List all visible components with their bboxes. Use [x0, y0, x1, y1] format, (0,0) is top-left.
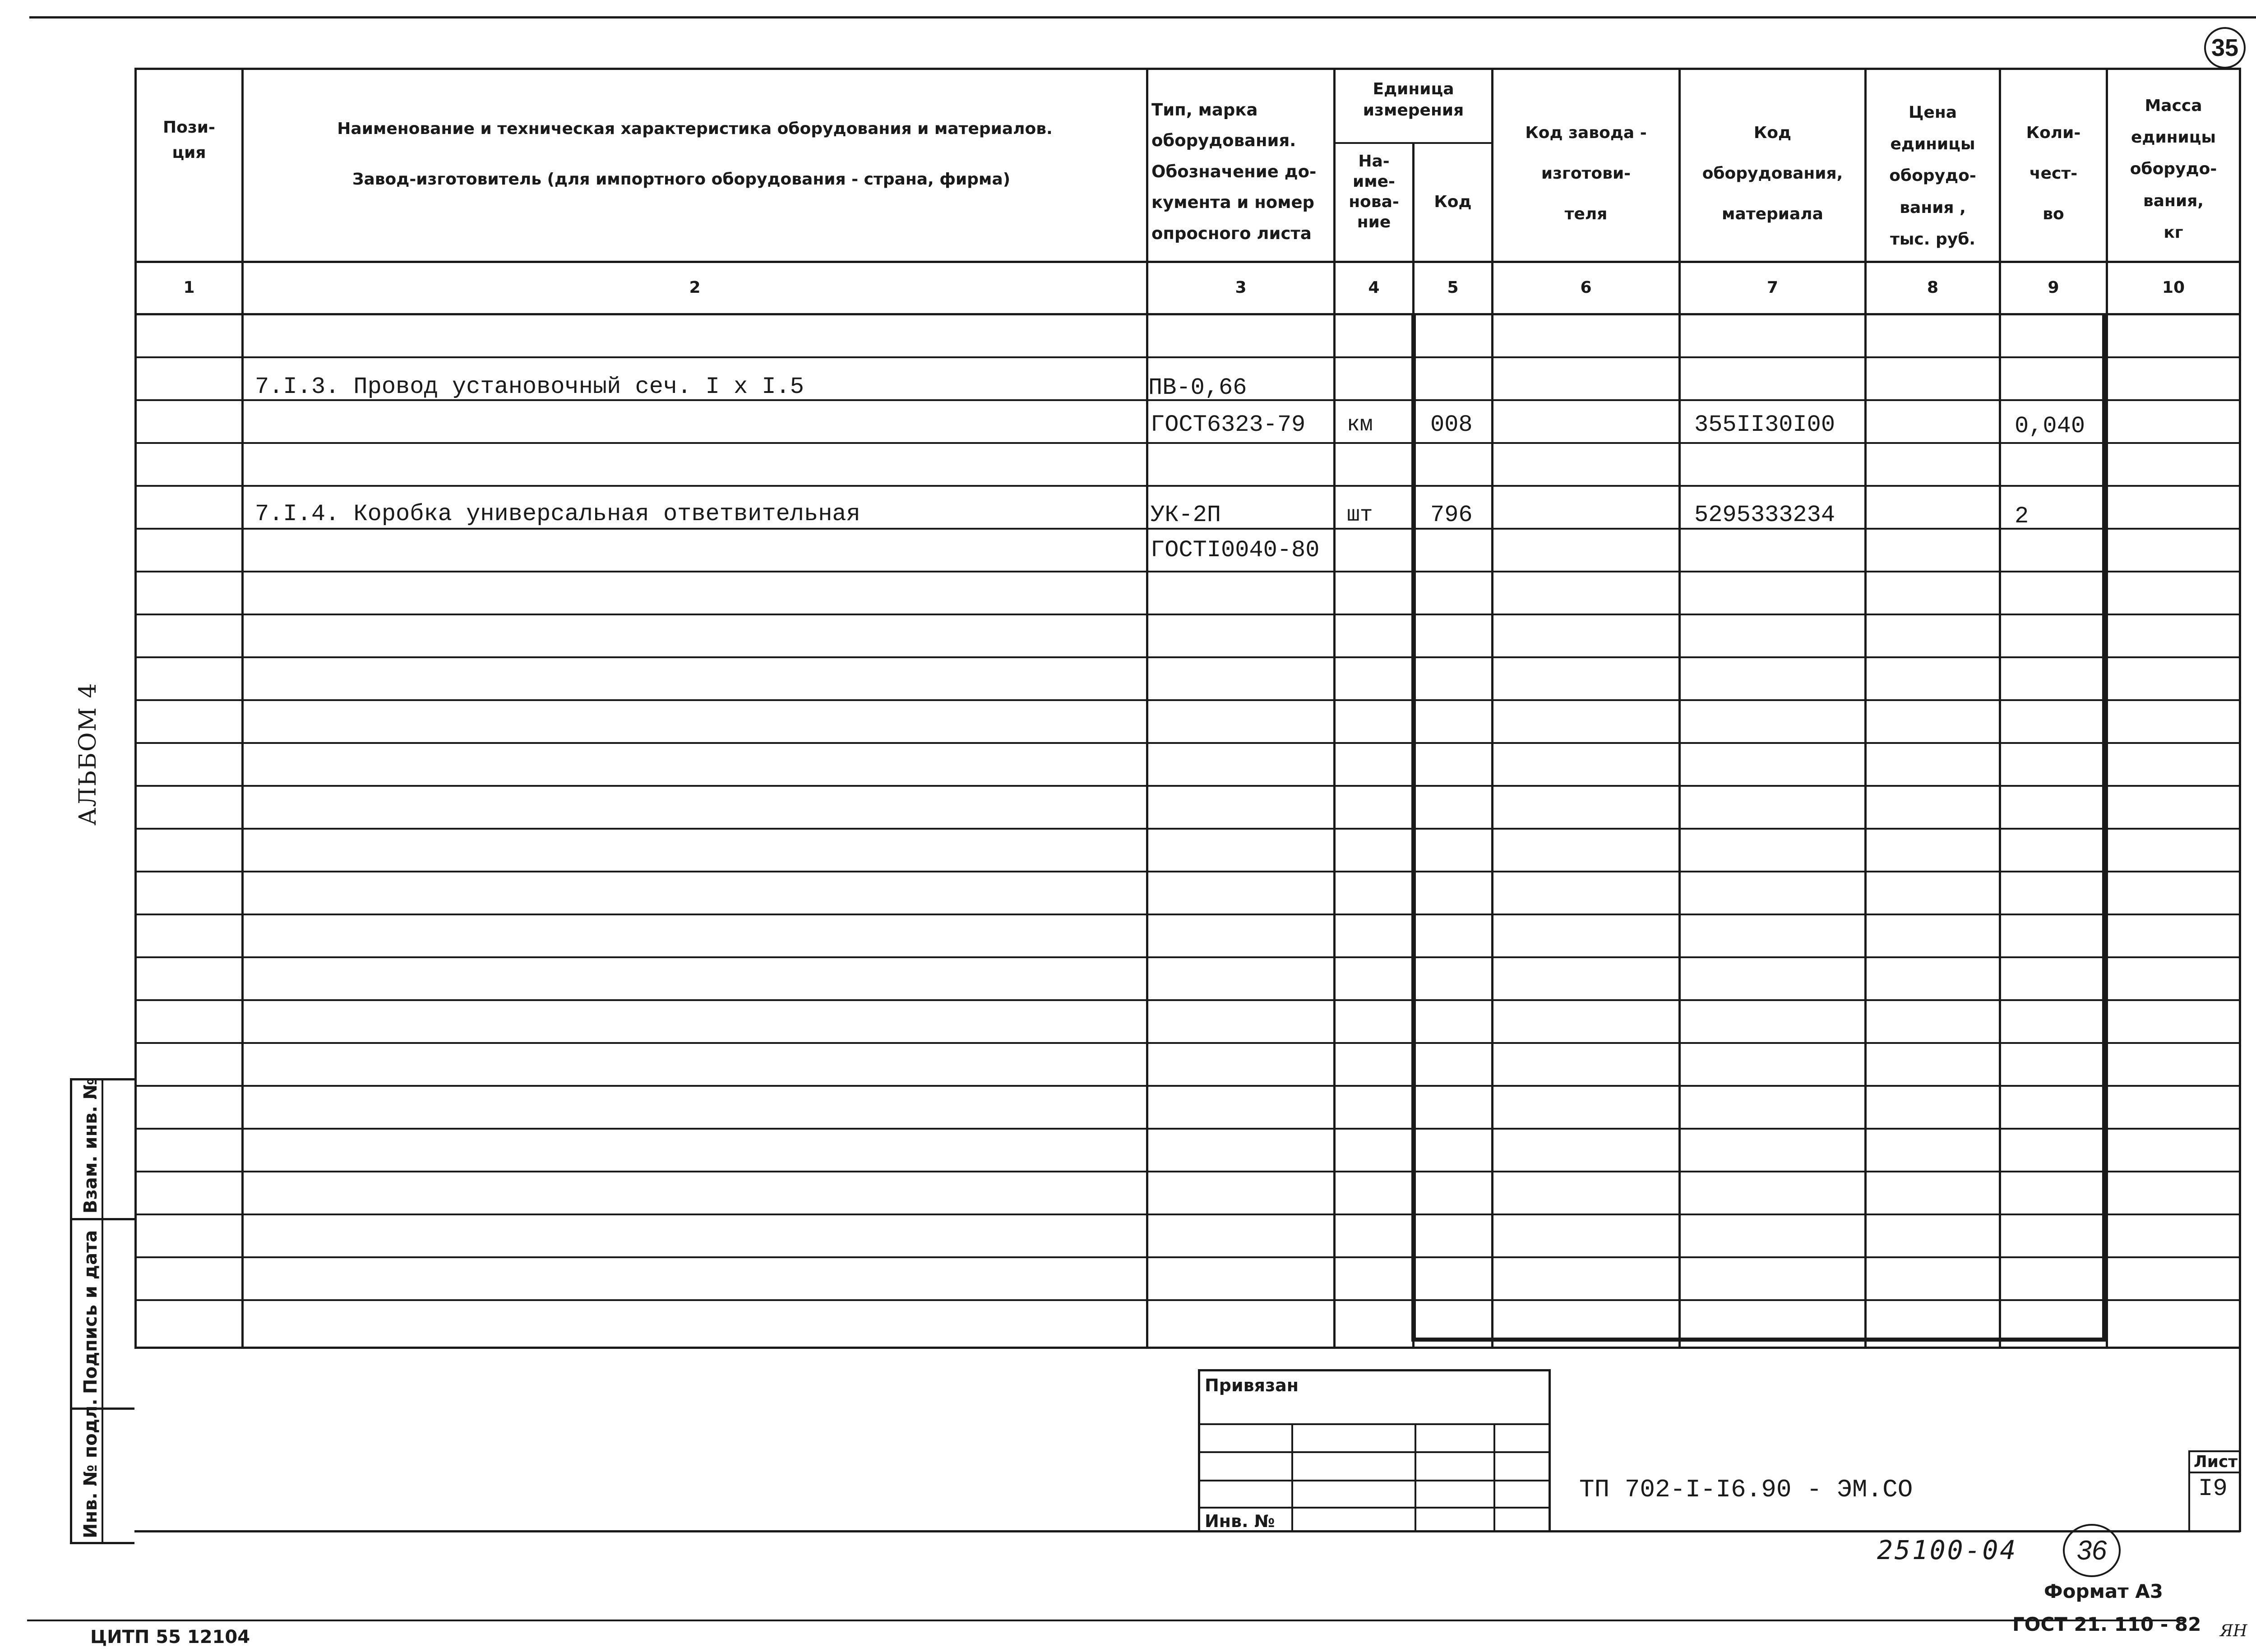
header-unit-group: Единица измерения — [1363, 80, 1464, 120]
row-type: ГОСТI0040-80 — [1151, 537, 1320, 563]
header-unit-name: На- име- нова- ние — [1349, 152, 1399, 231]
sheet-badge-number: 35 — [2211, 34, 2239, 61]
row-unit-code: 796 — [1430, 502, 1473, 528]
header-price: Цена единицы оборудо- вания , тыс. руб. — [1889, 103, 1976, 249]
album-label: АЛЬБОМ 4 — [74, 682, 102, 826]
row-type: ГОСТ6323-79 — [1151, 411, 1306, 438]
document-code: ТП 702-I-I6.90 - ЭМ.СО — [1579, 1475, 1913, 1504]
header-unit-code: Код — [1434, 193, 1472, 211]
row-type: УК-2П — [1151, 502, 1221, 528]
header-mass: Масса единицы оборудо- вания, кг — [2130, 97, 2217, 242]
header-position: Пози- ция — [163, 118, 215, 162]
bottom-frame-line — [134, 1530, 2240, 1532]
row-name: 7.I.4. Коробка универсальная ответвительная — [255, 501, 860, 527]
row-unit-code: 008 — [1430, 411, 1473, 438]
row-name: 7.I.3. Провод установочный сеч. I x I.5 — [255, 374, 804, 400]
inv-label: Инв. № — [1205, 1511, 1275, 1531]
row-type: ПВ-0,66 — [1148, 374, 1247, 401]
header-quantity: Коли- чест- во — [2026, 124, 2081, 223]
header-material-code: Код оборудования, материала — [1702, 124, 1843, 223]
header-name-line1: Наименование и техническая характеристика оборудования и материалов. — [337, 120, 1053, 138]
handwritten-number: 25100-04 — [1877, 1535, 2018, 1565]
bound-label: Привязан — [1205, 1375, 1299, 1395]
sheet-badge — [2204, 27, 2246, 69]
sheet-label: Лист — [2193, 1453, 2238, 1471]
row-unit: км — [1347, 413, 1373, 437]
stamp-replaced-inv: Взам. инв. № — [80, 1078, 101, 1214]
page-circle-number: 36 — [2076, 1535, 2107, 1565]
row-quantity: 2 — [2015, 503, 2029, 530]
top-border — [29, 16, 2256, 18]
header-type: Тип, марка оборудования. Обозначение до- кумента и номер опросного листа — [1151, 100, 1317, 243]
publisher-label: ЦИТП 55 12104 — [90, 1627, 250, 1647]
format-label: Формат А3 — [2044, 1580, 2163, 1602]
stamp-inv-original: Инв. № подл. — [80, 1398, 101, 1538]
sheet-number: I9 — [2198, 1475, 2228, 1503]
header-name-line2: Завод-изготовитель (для импортного оборудования - страна, фирма) — [352, 170, 1011, 189]
scribble: ЯН — [2220, 1622, 2247, 1640]
bottom-rule — [27, 1620, 2184, 1621]
row-material-code: 355II30I00 — [1694, 411, 1835, 438]
row-material-code: 5295333234 — [1694, 502, 1835, 528]
row-unit: шт — [1347, 503, 1373, 527]
header-factory-code: Код завода - изготови- теля — [1525, 124, 1647, 223]
page-circle — [2063, 1524, 2121, 1577]
gost-label: ГОСТ 21. 110 - 82 — [2012, 1613, 2201, 1635]
stamp-signature-date: Подпись и дата — [80, 1230, 101, 1394]
row-quantity: 0,040 — [2015, 413, 2085, 439]
